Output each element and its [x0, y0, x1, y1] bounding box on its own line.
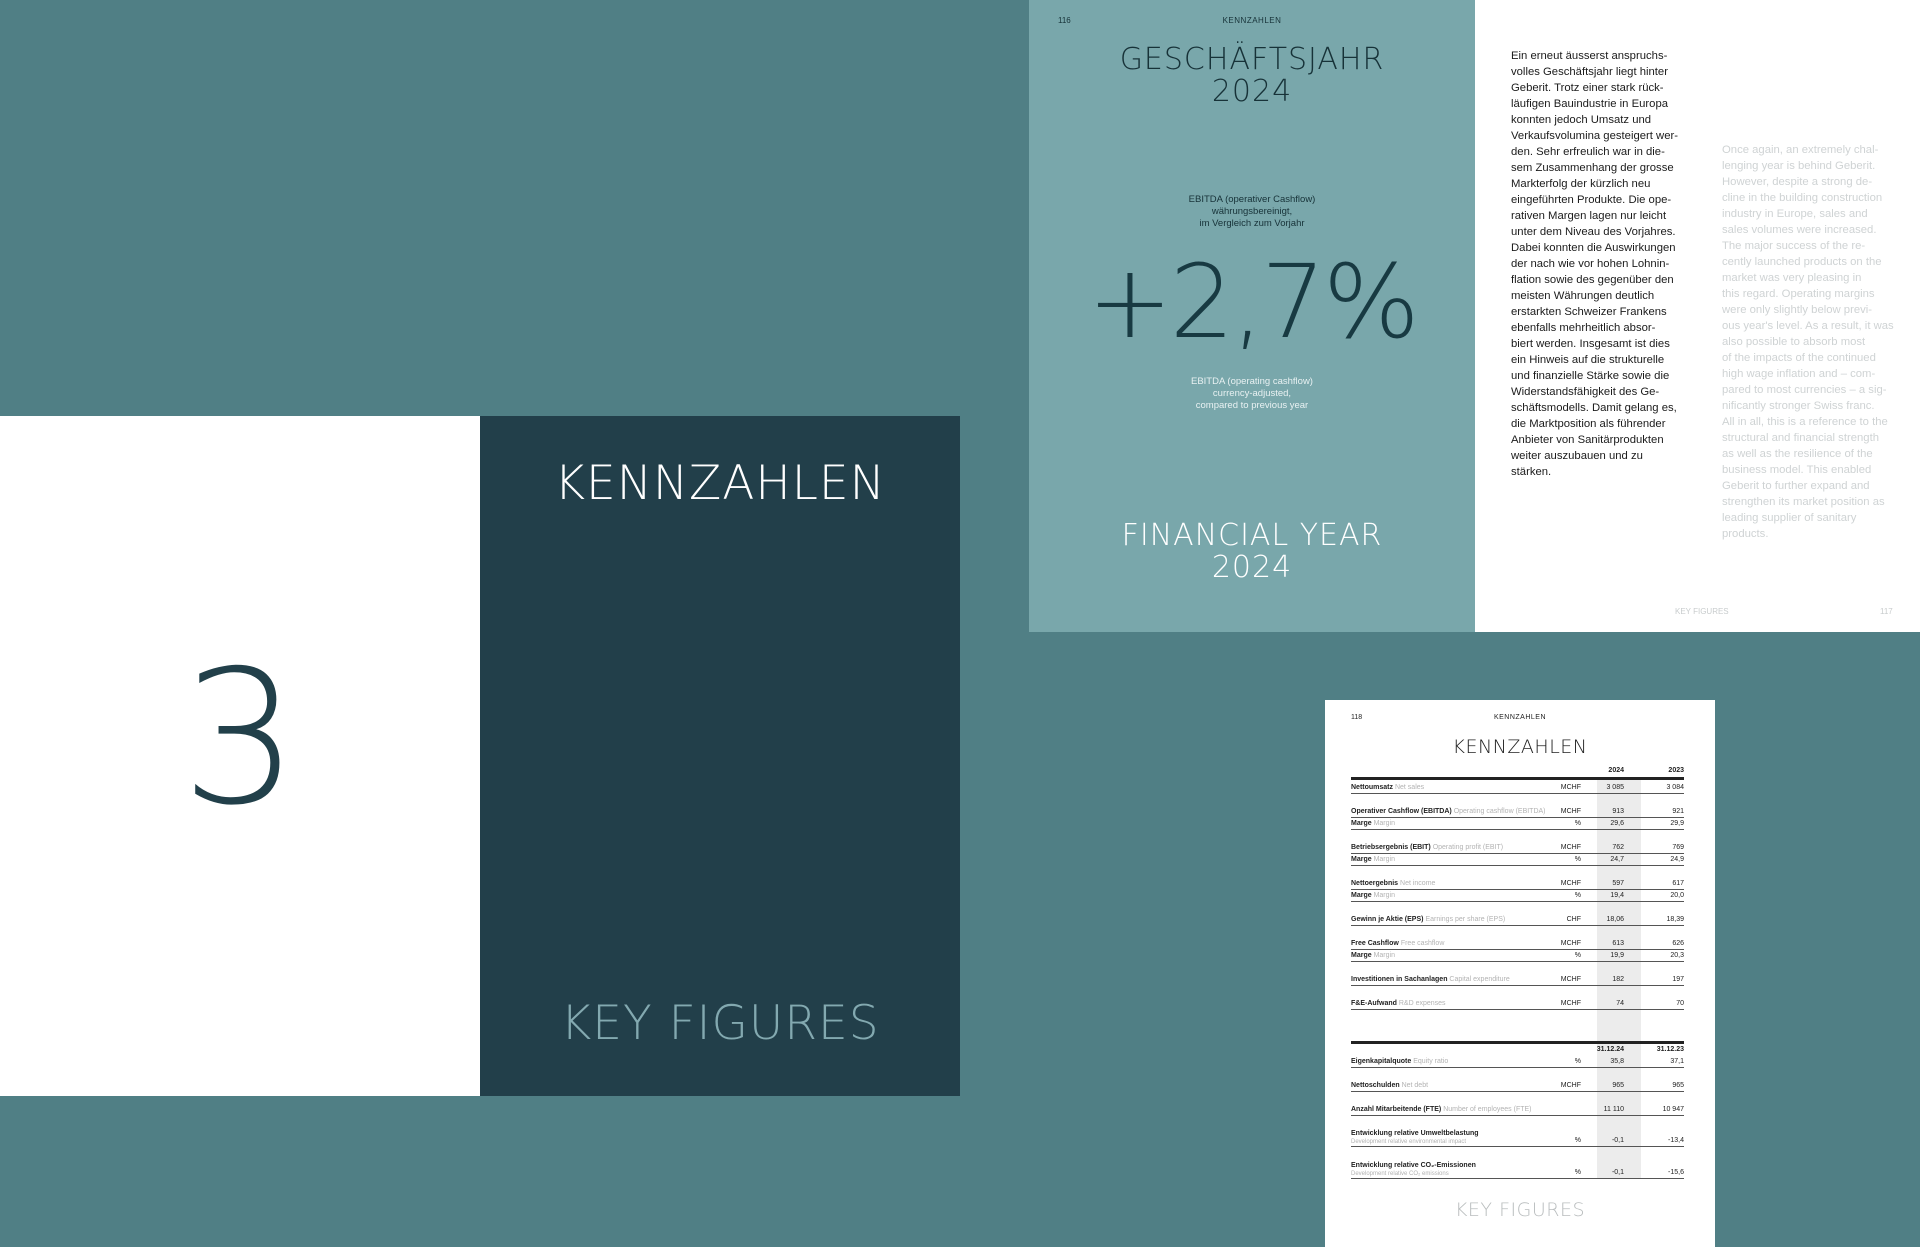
- row-label-en: Development relative environmental impact: [1351, 1139, 1467, 1145]
- row-label-de: Nettoergebnis: [1351, 880, 1399, 887]
- chapter-number-page: [0, 416, 480, 1096]
- value-previous: 37,1: [1670, 1058, 1684, 1065]
- row-label: [1351, 974, 1510, 985]
- row-unit: %: [1574, 952, 1581, 959]
- row-label: [1351, 1080, 1428, 1091]
- ebitda-metric: +2,7%: [1087, 243, 1417, 362]
- row-label-de: Marge: [1351, 856, 1372, 863]
- value-previous: 20,3: [1670, 952, 1684, 959]
- row-unit: MCHF: [1560, 844, 1581, 851]
- row-unit: %: [1574, 820, 1581, 827]
- value-current: 35,8: [1610, 1058, 1624, 1065]
- row-label-de: Operativer Cashflow (EBITDA): [1351, 808, 1452, 815]
- value-current: 18,06: [1606, 916, 1624, 923]
- table-row: [1351, 806, 1684, 818]
- row-unit: MCHF: [1560, 1000, 1581, 1007]
- row-label-de: Marge: [1351, 952, 1372, 959]
- value-previous: 20,0: [1670, 892, 1684, 899]
- fy-line: FINANCIAL YEAR: [1121, 518, 1383, 553]
- value-current: 11 110: [1603, 1106, 1624, 1113]
- row-unit: MCHF: [1560, 976, 1581, 983]
- row-label-en: Margin: [1373, 892, 1395, 899]
- financial-year-title: [1029, 520, 1475, 584]
- table-row: [1351, 998, 1684, 1010]
- financial-year-page: [1029, 0, 1475, 632]
- table-row: [1351, 974, 1684, 986]
- row-label-en: R&D expenses: [1398, 1000, 1446, 1007]
- row-label: [1351, 914, 1505, 925]
- value-previous: 921: [1672, 808, 1684, 815]
- row-unit: %: [1574, 856, 1581, 863]
- table-row: [1351, 914, 1684, 926]
- footer-title: KEY FIGURES: [1454, 1199, 1586, 1221]
- column-header: 2023: [1668, 767, 1684, 774]
- row-label-de: Eigenkapitalquote: [1351, 1058, 1412, 1065]
- row-label: [1351, 938, 1444, 949]
- value-previous: 626: [1672, 940, 1684, 947]
- chapter-number: 3: [181, 630, 299, 846]
- row-label-en: Equity ratio: [1413, 1058, 1449, 1065]
- row-label: [1351, 1056, 1448, 1067]
- value-current: -0,1: [1611, 1169, 1624, 1176]
- footer-label: KEY FIGURES: [1675, 607, 1729, 616]
- value-current: 597: [1612, 880, 1624, 887]
- value-current: 913: [1612, 808, 1624, 815]
- metric-caption-de: EBITDA (operativer Cashflow) währungsbereinigt, im Vergleich zum Vorjahr: [1188, 194, 1316, 229]
- title-year: 2024: [1211, 74, 1293, 109]
- table-row: [1351, 1160, 1684, 1179]
- row-unit: %: [1574, 892, 1581, 899]
- value-previous: 70: [1676, 1000, 1684, 1007]
- value-current: 613: [1612, 940, 1624, 947]
- value-previous: 617: [1672, 880, 1684, 887]
- value-previous: 29,9: [1670, 820, 1684, 827]
- table-row: [1351, 1104, 1684, 1116]
- row-label-de: Nettoumsatz: [1351, 784, 1394, 791]
- table-header-row: [1351, 1044, 1684, 1055]
- row-label-en: Margin: [1373, 856, 1395, 863]
- body-text-en: Once again, an extremely chal- lenging year is behind Geberit. However, despite a strong de- cline in the building construction industry in Europe, sales and sales volumes were increased. The major success of the re- cently launched products on the market was very pleasing in this regard. Operating margins were only slightly below previ- ous year's level. As a result, it was also possible to absorb most of the impacts of the continued high wage inflation and – com- pared to most currencies – a sig- nificantly stronger Swiss franc. All in all, this is a reference to the structural and financial strength as well as the resilience of the business model. This enabled Geberit to further expand and strengthen its market position as leading supplier of sanitary products.: [1722, 144, 1894, 540]
- row-label-en: Margin: [1373, 820, 1395, 827]
- column-header: 2024: [1608, 767, 1624, 774]
- value-previous: 24,9: [1670, 856, 1684, 863]
- value-current: 24,7: [1610, 856, 1624, 863]
- value-current: 29,6: [1610, 820, 1624, 827]
- table-row: [1351, 842, 1684, 854]
- value-current: 74: [1616, 1000, 1624, 1007]
- row-label: [1351, 842, 1503, 853]
- fy-year: 2024: [1211, 550, 1293, 585]
- row-label-en: Margin: [1373, 952, 1395, 959]
- table-row: [1351, 1056, 1684, 1068]
- text-page: [1475, 0, 1920, 632]
- metric-caption-en: EBITDA (operating cashflow) currency-adjusted, compared to previous year: [1191, 376, 1313, 411]
- page-number: 118: [1351, 714, 1363, 721]
- row-unit: %: [1574, 1169, 1581, 1176]
- table-rule: [1351, 777, 1684, 780]
- row-label-en: Number of employees (FTE): [1443, 1106, 1532, 1113]
- row-label: [1351, 950, 1395, 961]
- row-label-de: Gewinn je Aktie (EPS): [1351, 916, 1424, 923]
- row-label: [1351, 806, 1546, 817]
- row-label-en: Earnings per share (EPS): [1425, 916, 1506, 923]
- page-number: 116: [1058, 16, 1071, 25]
- table-header-row: [1351, 765, 1684, 776]
- running-head: KENNZAHLEN: [1222, 16, 1282, 25]
- table-row: [1351, 1080, 1684, 1092]
- row-label-en: Net debt: [1401, 1082, 1429, 1089]
- row-label-de: Free Cashflow: [1351, 940, 1399, 947]
- value-previous: -13,4: [1668, 1137, 1684, 1144]
- column-header: 31.12.23: [1656, 1046, 1684, 1053]
- value-current: 3 085: [1606, 784, 1624, 791]
- chapter-title-page: [480, 416, 960, 1096]
- row-label: [1351, 782, 1424, 793]
- row-label: [1351, 890, 1395, 901]
- value-previous: -15,6: [1668, 1169, 1684, 1176]
- table-row: [1351, 854, 1684, 866]
- title-line: GESCHÄFTSJAHR: [1119, 42, 1385, 77]
- row-label-de: Anzahl Mitarbeitende (FTE): [1351, 1106, 1442, 1113]
- table-row: [1351, 1128, 1684, 1147]
- row-unit: %: [1574, 1137, 1581, 1144]
- value-previous: 197: [1672, 976, 1684, 983]
- value-current: 762: [1612, 844, 1624, 851]
- table-row: [1351, 890, 1684, 902]
- table-row: [1351, 782, 1684, 794]
- value-previous: 965: [1672, 1082, 1684, 1089]
- row-label-de: Marge: [1351, 892, 1372, 899]
- row-label-en: Operating profit (EBIT): [1432, 844, 1504, 851]
- row-label: [1351, 998, 1446, 1009]
- row-label-de: Marge: [1351, 820, 1372, 827]
- key-figures-page: [1325, 700, 1715, 1247]
- value-previous: 10 947: [1662, 1106, 1684, 1113]
- row-unit: CHF: [1566, 916, 1581, 923]
- running-head: KENNZAHLEN: [1493, 714, 1547, 721]
- row-label-en: Free cashflow: [1400, 940, 1445, 947]
- row-label-en: Net sales: [1394, 784, 1425, 791]
- row-label-de: Investitionen in Sachanlagen: [1351, 976, 1448, 983]
- column-header: 31.12.24: [1596, 1046, 1624, 1053]
- row-label-de: Nettoschulden: [1351, 1082, 1400, 1089]
- row-unit: MCHF: [1560, 784, 1581, 791]
- page-number: 117: [1880, 607, 1893, 616]
- chapter-title: KENNZAHLEN: [554, 456, 886, 511]
- row-unit: MCHF: [1560, 808, 1581, 815]
- row-label: [1351, 854, 1395, 865]
- table-row: [1351, 818, 1684, 830]
- value-previous: 18,39: [1666, 916, 1684, 923]
- row-label-en: Operating cashflow (EBITDA): [1453, 808, 1546, 815]
- value-previous: 3 084: [1666, 784, 1684, 791]
- body-text-de: Ein erneut äusserst anspruchs- volles Geschäftsjahr liegt hinter Geberit. Trotz einer stark rück- läufigen Bauindustrie in Europa konnten jedoch Umsatz und Verkaufsvolumina gesteigert wer- den. Sehr erfreulich war in die- sem Zusammenhang der grosse Markterfolg der kürzlich neu eingeführten Produkte. Die ope- rativen Margen lagen nur leicht unter dem Niveau des Vorjahres. Dabei konnten die Auswirkungen der nach wie vor hohen Lohnin- flation sowie des gegenüber den meisten Währungen deutlich erstarkten Schweizer Frankens ebenfalls mehrheitlich absor- biert werden. Insgesamt ist dies ein Hinweis auf die strukturelle und finanzielle Stärke sowie die Widerstandsfähigkeit des Ge- schäftsmodells. Damit gelang es, die Marktposition als führender Anbieter von Sanitärprodukten weiter auszubauen und zu stärken.: [1511, 50, 1679, 478]
- row-label-de: Betriebsergebnis (EBIT): [1351, 844, 1431, 851]
- row-label: [1351, 878, 1435, 889]
- row-label-de: Entwicklung relative CO₂-Emissionen: [1351, 1162, 1476, 1169]
- row-label: [1351, 1104, 1532, 1115]
- row-label-de: F&E-Aufwand: [1351, 1000, 1397, 1007]
- page-title: KENNZAHLEN: [1452, 736, 1588, 758]
- value-current: 965: [1612, 1082, 1624, 1089]
- row-label-en: Development relative CO₂ emissions: [1351, 1171, 1449, 1177]
- page-title: [1029, 44, 1475, 108]
- value-current: -0,1: [1611, 1137, 1624, 1144]
- table-row: [1351, 938, 1684, 950]
- value-previous: 769: [1672, 844, 1684, 851]
- table-row: [1351, 950, 1684, 962]
- value-current: 182: [1612, 976, 1624, 983]
- value-current: 19,4: [1610, 892, 1624, 899]
- row-label-en: Net income: [1400, 880, 1436, 887]
- chapter-subtitle: KEY FIGURES: [560, 996, 880, 1051]
- row-unit: MCHF: [1560, 1082, 1581, 1089]
- row-label: [1351, 818, 1395, 829]
- row-label-de: Entwicklung relative Umweltbelastung: [1351, 1130, 1479, 1137]
- row-unit: MCHF: [1560, 940, 1581, 947]
- table-row: [1351, 878, 1684, 890]
- row-label-en: Capital expenditure: [1449, 976, 1510, 983]
- row-unit: MCHF: [1560, 880, 1581, 887]
- row-unit: %: [1574, 1058, 1581, 1065]
- value-current: 19,9: [1610, 952, 1624, 959]
